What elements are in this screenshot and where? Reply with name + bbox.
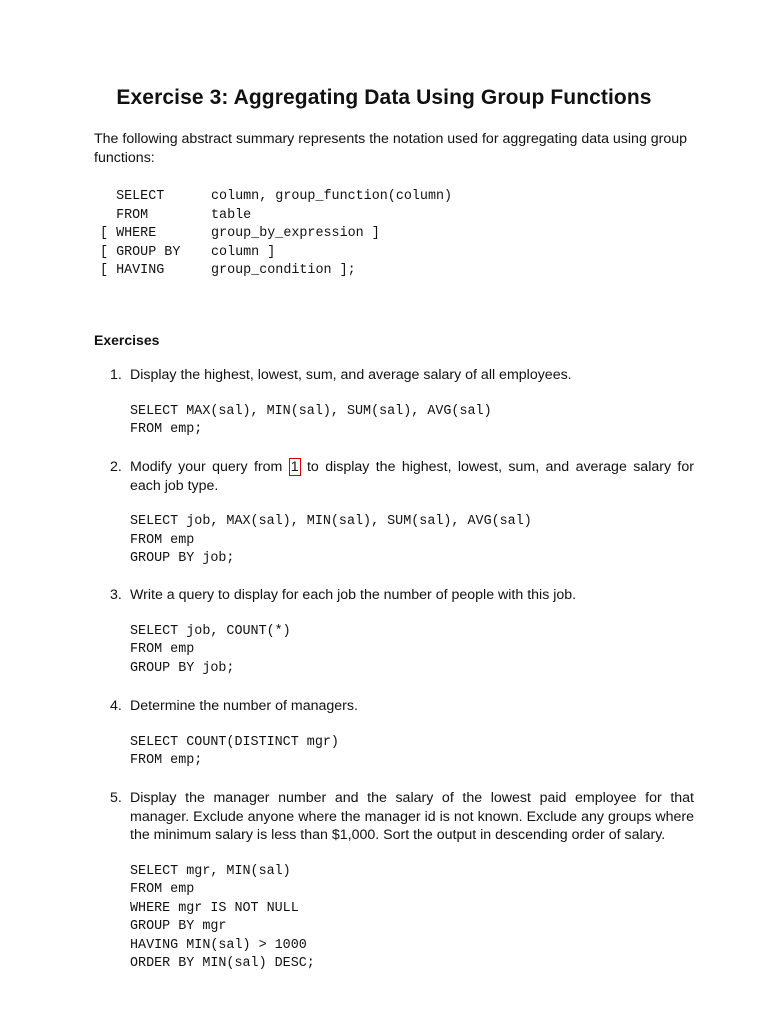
exercise-item (94, 366, 694, 440)
syntax-value: group_condition ]; (211, 263, 356, 278)
code-line: FROM emp (130, 882, 195, 897)
page-title: Exercise 3: Aggregating Data Using Group Functions (116, 86, 652, 109)
syntax-row (100, 188, 452, 207)
question-text: to display the highest, lowest, sum, and average salary for each job type. (130, 459, 694, 494)
code-line: SELECT MAX(sal), MIN(sal), SUM(sal), AVG(sal) (130, 403, 492, 419)
code-line: GROUP BY job; (130, 660, 235, 676)
sql-code-block (130, 403, 694, 440)
syntax-value: column, group_function(column) (211, 189, 453, 204)
exercise-question: Display the manager number and the salary of the lowest paid employee for that manager. Exclude anyone where the manager id is not known. Exclude any groups where the minimum salary is less than $1,000. Sort the output in descending order of salary. (130, 790, 694, 843)
code-line: ORDER BY MIN(sal) DESC; (130, 956, 315, 971)
exercise-number: 4. (110, 698, 122, 714)
syntax-value: table (211, 207, 252, 223)
code-line: SELECT mgr, MIN(sal) (130, 863, 291, 879)
section-heading: Exercises (94, 332, 160, 348)
syntax-row (100, 207, 452, 226)
exercise-number: 5. (110, 790, 122, 806)
exercise-number: 3. (110, 587, 122, 603)
code-line: WHERE mgr IS NOT NULL (130, 900, 299, 916)
code-line: GROUP BY job; (130, 551, 235, 566)
syntax-block (100, 188, 452, 281)
syntax-row (100, 225, 452, 244)
syntax-keyword: [ GROUP BY (100, 244, 181, 260)
syntax-value: column ] (211, 244, 276, 260)
syntax-keyword: [ HAVING (100, 263, 165, 278)
syntax-value: group_by_expression ] (211, 226, 380, 241)
syntax-keyword: [ WHERE (100, 226, 157, 241)
sql-code-block (130, 863, 694, 974)
exercise-item (94, 458, 694, 569)
exercise-reference-link[interactable]: 1 (290, 459, 299, 475)
exercise-question: Write a query to display for each job the number of people with this job. (130, 587, 577, 603)
exercise-item (94, 586, 694, 678)
exercise-item (94, 789, 694, 974)
code-line: HAVING MIN(sal) > 1000 (130, 937, 307, 953)
sql-code-block (130, 734, 694, 771)
syntax-keyword: SELECT (100, 189, 165, 204)
code-line: FROM emp; (130, 422, 203, 437)
exercise-number: 1. (110, 367, 122, 383)
question-text: Modify your query from (130, 459, 289, 475)
code-line: SELECT COUNT(DISTINCT mgr) (130, 734, 339, 750)
code-line: SELECT job, MAX(sal), MIN(sal), SUM(sal), AVG(sal) (130, 514, 532, 529)
syntax-row (100, 244, 452, 263)
code-line: GROUP BY mgr (130, 919, 227, 934)
code-line: FROM emp; (130, 753, 203, 768)
code-line: FROM emp (130, 532, 195, 548)
exercise-item (94, 697, 694, 771)
syntax-keyword: FROM (100, 207, 149, 223)
sql-code-block (130, 623, 694, 679)
exercise-question: Display the highest, lowest, sum, and average salary of all employees. (130, 367, 572, 383)
code-line: FROM emp (130, 642, 195, 657)
exercise-question (130, 458, 694, 495)
code-line: SELECT job, COUNT(*) (130, 623, 291, 639)
exercise-question: Determine the number of managers. (130, 698, 358, 714)
intro-paragraph: The following abstract summary represents the notation used for aggregating data using group functions: (94, 131, 688, 166)
sql-code-block (130, 513, 694, 569)
syntax-row (100, 262, 452, 281)
exercise-number: 2. (110, 459, 122, 475)
